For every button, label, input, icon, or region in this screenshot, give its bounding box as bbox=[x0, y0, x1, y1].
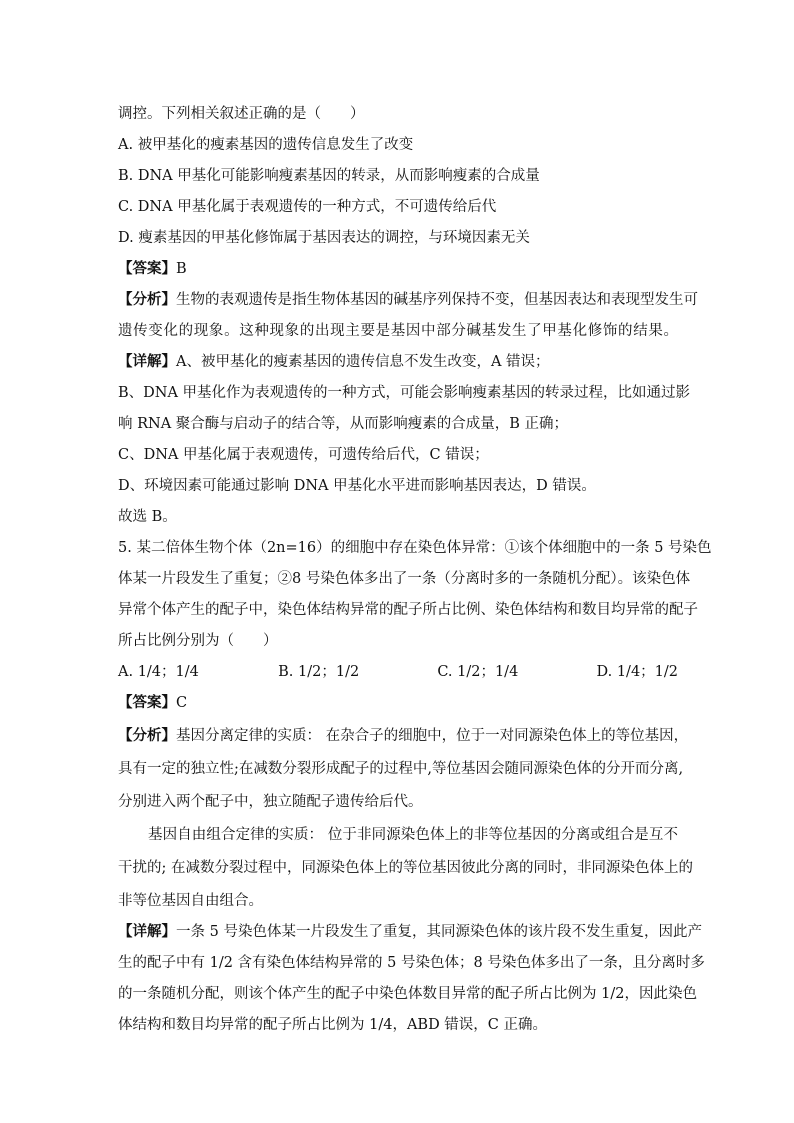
q4-analysis-tag: 【分析】 bbox=[118, 291, 176, 308]
q5-stem-line-1: 5. 某二倍体生物个体（2n=16）的细胞中存在染色体异常：①该个体细胞中的一条 5 号染色 bbox=[118, 540, 712, 556]
q5-detail-line-3: 的一条随机分配，则该个体产生的配子中染色体数目异常的配子所占比例为 1/2，因此染色 bbox=[118, 986, 697, 1002]
q5-analysis-line-2: 具有一定的独立性;在减数分裂形成配子的过程中,等位基因会随同源染色体的分开而分离, bbox=[118, 761, 684, 777]
q4-analysis-line-2: 遗传变化的现象。这种现象的出现主要是基因中部分碱基发生了甲基化修饰的结果。 bbox=[118, 323, 678, 339]
q5-analysis-line-1 bbox=[118, 726, 689, 746]
q5-answer: C bbox=[176, 695, 188, 711]
q4-answer-line bbox=[118, 259, 678, 279]
q5-option-c: C. 1/2；1/4 bbox=[437, 664, 519, 680]
q5-answer-tag: 【答案】 bbox=[118, 694, 176, 711]
q5-option-a: A. 1/4；1/4 bbox=[118, 664, 199, 680]
q4-option-d: D. 瘦素基因的甲基化修饰属于基因表达的调控，与环境因素无关 bbox=[118, 230, 530, 246]
q5-analysis2-line-1: 基因自由组合定律的实质： 位于非同源染色体上的非等位基因的分离或组合是互不 bbox=[148, 827, 678, 843]
q5-options-row bbox=[118, 662, 678, 682]
q5-analysis2-line-3: 非等位基因自由组合。 bbox=[118, 893, 263, 909]
q4-analysis-text-1: 生物的表观遗传是指生物体基因的碱基序列保持不变，但基因表达和表现型发生可 bbox=[176, 292, 698, 308]
q5-analysis2-line-2: 干扰的; 在减数分裂过程中，同源染色体上的等位基因彼此分离的同时，非同源染色体上的 bbox=[118, 860, 693, 876]
q5-stem-line-4: 所占比例分别为（ ） bbox=[118, 633, 278, 649]
q4-option-b: B. DNA 甲基化可能影响瘦素基因的转录，从而影响瘦素的合成量 bbox=[118, 168, 540, 184]
q4-detail-tag: 【详解】 bbox=[118, 353, 176, 370]
q5-detail-line-2: 生的配子中有 1/2 含有染色体结构异常的 5 号染色体；8 号染色体多出了一条，且分离时多 bbox=[118, 955, 705, 971]
q5-detail-line-4: 体结构和数目均异常的配子所占比例为 1/4，ABD 错误，C 正确。 bbox=[118, 1017, 548, 1033]
q4-option-a: A. 被甲基化的瘦素基因的遗传信息发生了改变 bbox=[118, 137, 414, 153]
q5-analysis-tag: 【分析】 bbox=[118, 727, 176, 744]
q4-answer: B bbox=[176, 261, 187, 277]
q5-analysis-line-3: 分别进入两个配子中，独立随配子遗传给后代。 bbox=[118, 794, 423, 810]
q4-answer-tag: 【答案】 bbox=[118, 260, 176, 277]
q5-option-b: B. 1/2；1/2 bbox=[278, 664, 360, 680]
q4-detail-line-4: C、DNA 甲基化属于表观遗传，可遗传给后代，C 错误； bbox=[118, 447, 489, 463]
q5-detail-text-1: 一条 5 号染色体某一片段发生了重复，其同源染色体的该片段不发生重复，因此产 bbox=[176, 924, 702, 940]
q4-detail-line-2: B、DNA 甲基化作为表观遗传的一种方式，可能会影响瘦素基因的转录过程，比如通过影 bbox=[118, 385, 691, 401]
q5-option-d: D. 1/4；1/2 bbox=[596, 664, 678, 680]
q4-stem-end: 调控。下列相关叙述正确的是（ ） bbox=[118, 106, 365, 122]
q4-conclusion: 故选 B。 bbox=[118, 509, 177, 525]
q4-detail-line-3: 响 RNA 聚合酶与启动子的结合等，从而影响瘦素的合成量，B 正确； bbox=[118, 416, 569, 432]
q4-analysis-line-1 bbox=[118, 290, 698, 310]
q5-detail-line-1 bbox=[118, 922, 702, 942]
q5-stem-line-2: 体某一片段发生了重复；②8 号染色体多出了一条（分离时多的一条随机分配）。该染色体 bbox=[118, 571, 691, 587]
q5-detail-tag: 【详解】 bbox=[118, 923, 176, 940]
q5-answer-line bbox=[118, 693, 678, 713]
q4-detail-line-5: D、环境因素可能通过影响 DNA 甲基化水平进而影响基因表达，D 错误。 bbox=[118, 478, 596, 494]
q5-stem-line-3: 异常个体产生的配子中，染色体结构异常的配子所占比例、染色体结构和数目均异常的配子 bbox=[118, 602, 698, 618]
q4-detail-line-1 bbox=[118, 352, 678, 372]
q4-detail-text-1: A、被甲基化的瘦素基因的遗传信息不发生改变，A 错误； bbox=[176, 354, 550, 370]
q5-analysis-text-1: 基因分离定律的实质： 在杂合子的细胞中，位于一对同源染色体上的等位基因， bbox=[176, 728, 689, 744]
q4-option-c: C. DNA 甲基化属于表观遗传的一种方式，不可遗传给后代 bbox=[118, 199, 497, 215]
